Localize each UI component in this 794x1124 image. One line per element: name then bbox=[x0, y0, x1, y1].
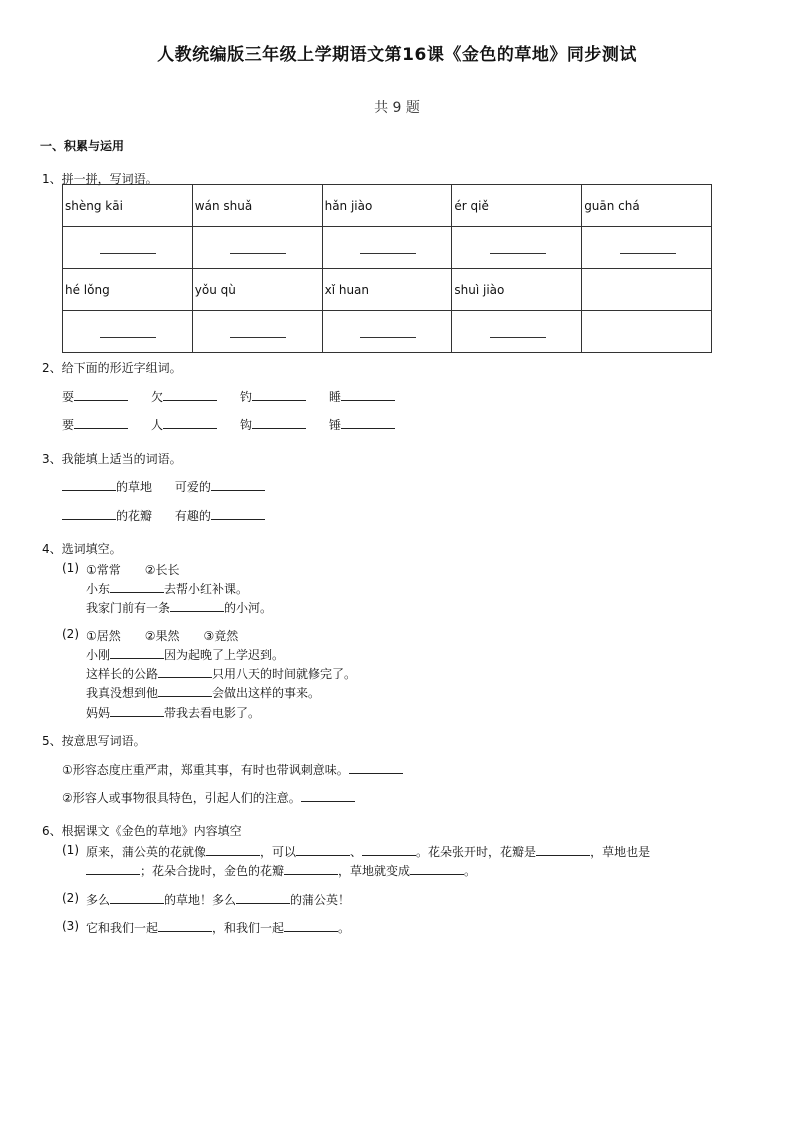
answer-blank[interactable] bbox=[74, 389, 128, 401]
answer-blank[interactable] bbox=[284, 863, 338, 875]
answer-cell[interactable] bbox=[452, 227, 582, 269]
answer-cell[interactable] bbox=[63, 227, 193, 269]
text: 。 bbox=[338, 921, 351, 935]
fill-row bbox=[62, 507, 265, 524]
question-3-label: 3、我能填上适当的词语。 bbox=[42, 452, 182, 466]
text: 妈妈 bbox=[86, 706, 111, 720]
text: 会做出这样的事来。 bbox=[212, 686, 321, 700]
pinyin-row bbox=[63, 269, 712, 311]
options: ①居然 ②果然 ③竟然 bbox=[86, 629, 239, 643]
char: 欠 bbox=[151, 390, 164, 404]
answer-blank[interactable] bbox=[410, 863, 464, 875]
question-1-label: 1、拼一拼，写词语。 bbox=[42, 172, 158, 186]
sentence bbox=[86, 891, 350, 908]
question-2-label: 2、给下面的形近字组词。 bbox=[42, 361, 182, 375]
sentence bbox=[86, 919, 350, 936]
sentence bbox=[86, 665, 356, 682]
phrase: 可爱的 bbox=[174, 480, 211, 494]
answer-row bbox=[63, 227, 712, 269]
char: 锤 bbox=[329, 418, 342, 432]
answer-cell[interactable] bbox=[452, 311, 582, 353]
sentence bbox=[62, 789, 355, 806]
answer-blank[interactable] bbox=[236, 892, 290, 904]
text: 。花朵张开时，花瓣是 bbox=[416, 845, 537, 859]
answer-blank[interactable] bbox=[110, 647, 164, 659]
text: 这样长的公路 bbox=[86, 667, 159, 681]
pinyin-cell: hé lǒng bbox=[63, 269, 193, 311]
text: 多么 bbox=[86, 893, 111, 907]
pinyin-cell: hǎn jiào bbox=[322, 185, 452, 227]
char: 人 bbox=[151, 418, 164, 432]
text: ；花朵合拢时，金色的花瓣 bbox=[140, 864, 285, 878]
subquestion-number: (1) bbox=[62, 843, 79, 857]
answer-blank[interactable] bbox=[158, 920, 212, 932]
answer-cell[interactable] bbox=[192, 227, 322, 269]
sentence bbox=[86, 580, 248, 597]
char-row bbox=[62, 416, 418, 433]
pinyin-cell: ér qiě bbox=[452, 185, 582, 227]
fill-row bbox=[62, 478, 265, 495]
options: ①常常 ②长长 bbox=[86, 563, 180, 577]
answer-blank[interactable] bbox=[170, 600, 224, 612]
answer-blank[interactable] bbox=[211, 508, 265, 520]
text: ，草地就变成 bbox=[338, 864, 411, 878]
text: ，草地也是 bbox=[590, 845, 651, 859]
char: 睡 bbox=[329, 390, 342, 404]
sentence bbox=[86, 646, 284, 663]
subquestion-number: (2) bbox=[62, 891, 79, 905]
pinyin-cell: xǐ huan bbox=[322, 269, 452, 311]
text: ，可以 bbox=[260, 845, 297, 859]
answer-blank[interactable] bbox=[110, 705, 164, 717]
pinyin-cell bbox=[582, 269, 712, 311]
text: ，和我们一起 bbox=[212, 921, 285, 935]
answer-cell[interactable] bbox=[322, 227, 452, 269]
subquestion-number: (1) bbox=[62, 561, 79, 575]
question-6-label: 6、根据课文《金色的草地》内容填空 bbox=[42, 824, 242, 838]
text: 去帮小红补课。 bbox=[164, 582, 249, 596]
answer-blank[interactable] bbox=[296, 844, 350, 856]
text: 我真没想到他 bbox=[86, 686, 159, 700]
answer-cell[interactable] bbox=[582, 227, 712, 269]
answer-blank[interactable] bbox=[163, 417, 217, 429]
answer-blank[interactable] bbox=[62, 479, 116, 491]
answer-blank[interactable] bbox=[252, 389, 306, 401]
pinyin-cell: shèng kāi bbox=[63, 185, 193, 227]
sentence bbox=[62, 761, 403, 778]
answer-blank[interactable] bbox=[341, 417, 395, 429]
answer-blank[interactable] bbox=[211, 479, 265, 491]
char: 钓 bbox=[240, 390, 253, 404]
answer-cell[interactable] bbox=[63, 311, 193, 353]
answer-cell[interactable] bbox=[322, 311, 452, 353]
sentence bbox=[86, 684, 320, 701]
answer-row bbox=[63, 311, 712, 353]
answer-blank[interactable] bbox=[362, 844, 416, 856]
text: 、 bbox=[350, 845, 363, 859]
pinyin-cell: wán shuǎ bbox=[192, 185, 322, 227]
question-count: 共 9 题 bbox=[374, 100, 420, 116]
empty-cell bbox=[582, 311, 712, 353]
phrase: 的花瓣 bbox=[116, 509, 153, 523]
text: 带我去看电影了。 bbox=[164, 706, 261, 720]
sentence bbox=[86, 599, 272, 616]
pinyin-cell: yǒu qù bbox=[192, 269, 322, 311]
answer-blank[interactable] bbox=[284, 920, 338, 932]
answer-blank[interactable] bbox=[163, 389, 217, 401]
pinyin-row bbox=[63, 185, 712, 227]
pinyin-table bbox=[62, 184, 712, 353]
answer-cell[interactable] bbox=[192, 311, 322, 353]
sentence bbox=[86, 843, 650, 860]
answer-blank[interactable] bbox=[110, 892, 164, 904]
page-title: 人教统编版三年级上学期语文第16课《金色的草地》同步测试 bbox=[157, 45, 637, 65]
answer-blank[interactable] bbox=[341, 389, 395, 401]
char: 耍 bbox=[62, 390, 75, 404]
char: 要 bbox=[62, 418, 75, 432]
text: 它和我们一起 bbox=[86, 921, 159, 935]
sentence bbox=[86, 704, 260, 721]
phrase: 的草地 bbox=[116, 480, 153, 494]
answer-blank[interactable] bbox=[86, 863, 140, 875]
char-row bbox=[62, 388, 418, 405]
sentence bbox=[86, 862, 476, 879]
answer-blank[interactable] bbox=[74, 417, 128, 429]
pinyin-cell: guān chá bbox=[582, 185, 712, 227]
text: 原来，蒲公英的花就像 bbox=[86, 845, 207, 859]
text: 只用八天的时间就修完了。 bbox=[212, 667, 357, 681]
question-5-label: 5、按意思写词语。 bbox=[42, 734, 146, 748]
pinyin-cell: shuì jiào bbox=[452, 269, 582, 311]
answer-blank[interactable] bbox=[206, 844, 260, 856]
text: 我家门前有一条 bbox=[86, 601, 171, 615]
answer-blank[interactable] bbox=[110, 581, 164, 593]
text: ①形容态度庄重严肃，郑重其事，有时也带讽刺意味。 bbox=[62, 763, 349, 777]
section-heading: 一、积累与运用 bbox=[40, 139, 125, 153]
text: ②形容人或事物很具特色，引起人们的注意。 bbox=[62, 791, 301, 805]
answer-blank[interactable] bbox=[301, 790, 355, 802]
answer-blank[interactable] bbox=[536, 844, 590, 856]
char: 钩 bbox=[240, 418, 253, 432]
answer-blank[interactable] bbox=[158, 666, 212, 678]
answer-blank[interactable] bbox=[62, 508, 116, 520]
text: 因为起晚了上学迟到。 bbox=[164, 648, 285, 662]
text: 的小河。 bbox=[224, 601, 273, 615]
text: 。 bbox=[464, 864, 477, 878]
text: 小刚 bbox=[86, 648, 111, 662]
text: 小东 bbox=[86, 582, 111, 596]
subquestion-number: (2) bbox=[62, 627, 79, 641]
phrase: 有趣的 bbox=[174, 509, 211, 523]
subquestion-number: (3) bbox=[62, 919, 79, 933]
answer-blank[interactable] bbox=[252, 417, 306, 429]
answer-blank[interactable] bbox=[349, 762, 403, 774]
text: 的蒲公英！ bbox=[290, 893, 351, 907]
text: 的草地！多么 bbox=[164, 893, 237, 907]
answer-blank[interactable] bbox=[158, 685, 212, 697]
question-4-label: 4、选词填空。 bbox=[42, 542, 122, 556]
